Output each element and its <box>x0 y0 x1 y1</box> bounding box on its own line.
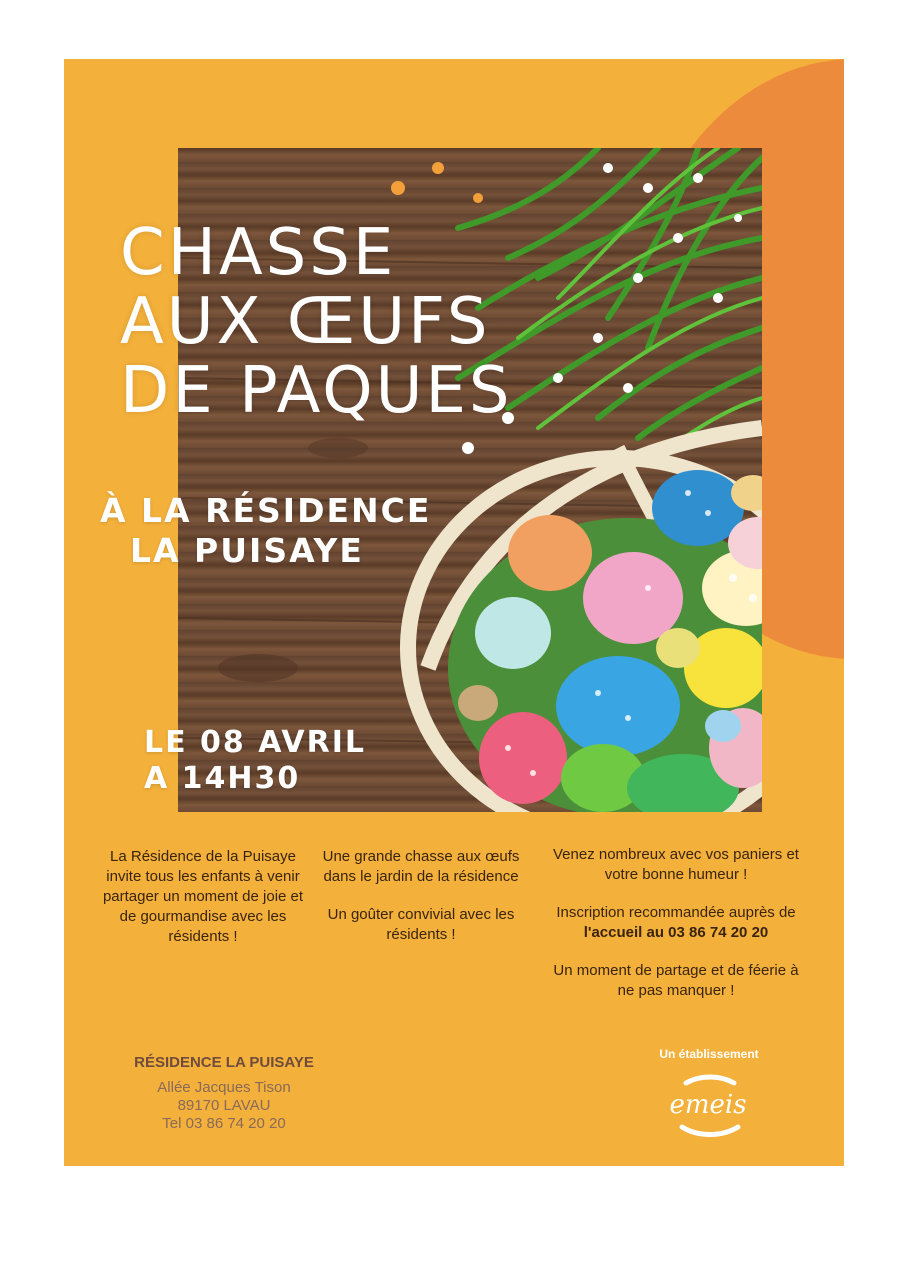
title-line-1: CHASSE <box>120 216 397 290</box>
location-line-2: LA PUISAYE <box>130 531 364 570</box>
come-text: Venez nombreux avec vos paniers et votre bonne humeur ! <box>553 846 799 883</box>
event-date <box>144 725 366 797</box>
date-line: LE 08 AVRIL <box>144 725 367 760</box>
address-street: Allée Jacques Tison <box>157 1079 291 1096</box>
description-left <box>94 847 312 965</box>
invitation-text: La Résidence de la Puisaye invite tous les enfants à venir partager un moment de joie et de gourmandise avec les résidents ! <box>102 848 304 945</box>
egg-hunt-text: Une grande chasse aux œufs dans le jardin de la résidence <box>322 848 520 885</box>
description-right <box>546 845 806 1019</box>
registration-phone: l'accueil au 03 86 74 20 20 <box>583 924 769 941</box>
location-line-1: À LA RÉSIDENCE <box>100 491 432 530</box>
registration-text: Inscription recommandée auprès de <box>556 904 796 921</box>
address-phone: Tel 03 86 74 20 20 <box>162 1115 286 1132</box>
residence-address <box>124 1079 324 1133</box>
location-heading <box>100 491 431 571</box>
residence-name: RÉSIDENCE LA PUISAYE <box>134 1054 314 1071</box>
time-line: A 14H30 <box>144 761 301 796</box>
description-middle <box>310 847 532 963</box>
event-title <box>120 216 513 428</box>
establishment-label: Un établissement <box>659 1047 759 1061</box>
title-line-3: DE PAQUES <box>120 354 513 428</box>
emeis-logo <box>638 1069 778 1149</box>
address-city: 89170 LAVAU <box>177 1097 271 1114</box>
title-line-2: AUX ŒUFS <box>120 285 491 359</box>
easter-flyer <box>64 59 844 1166</box>
brand-name: emeis <box>669 1090 747 1120</box>
sharing-text: Un moment de partage et de féerie à ne pas manquer ! <box>553 962 799 999</box>
registration-block <box>546 903 806 943</box>
snack-text: Un goûter convivial avec les résidents ! <box>327 906 515 943</box>
